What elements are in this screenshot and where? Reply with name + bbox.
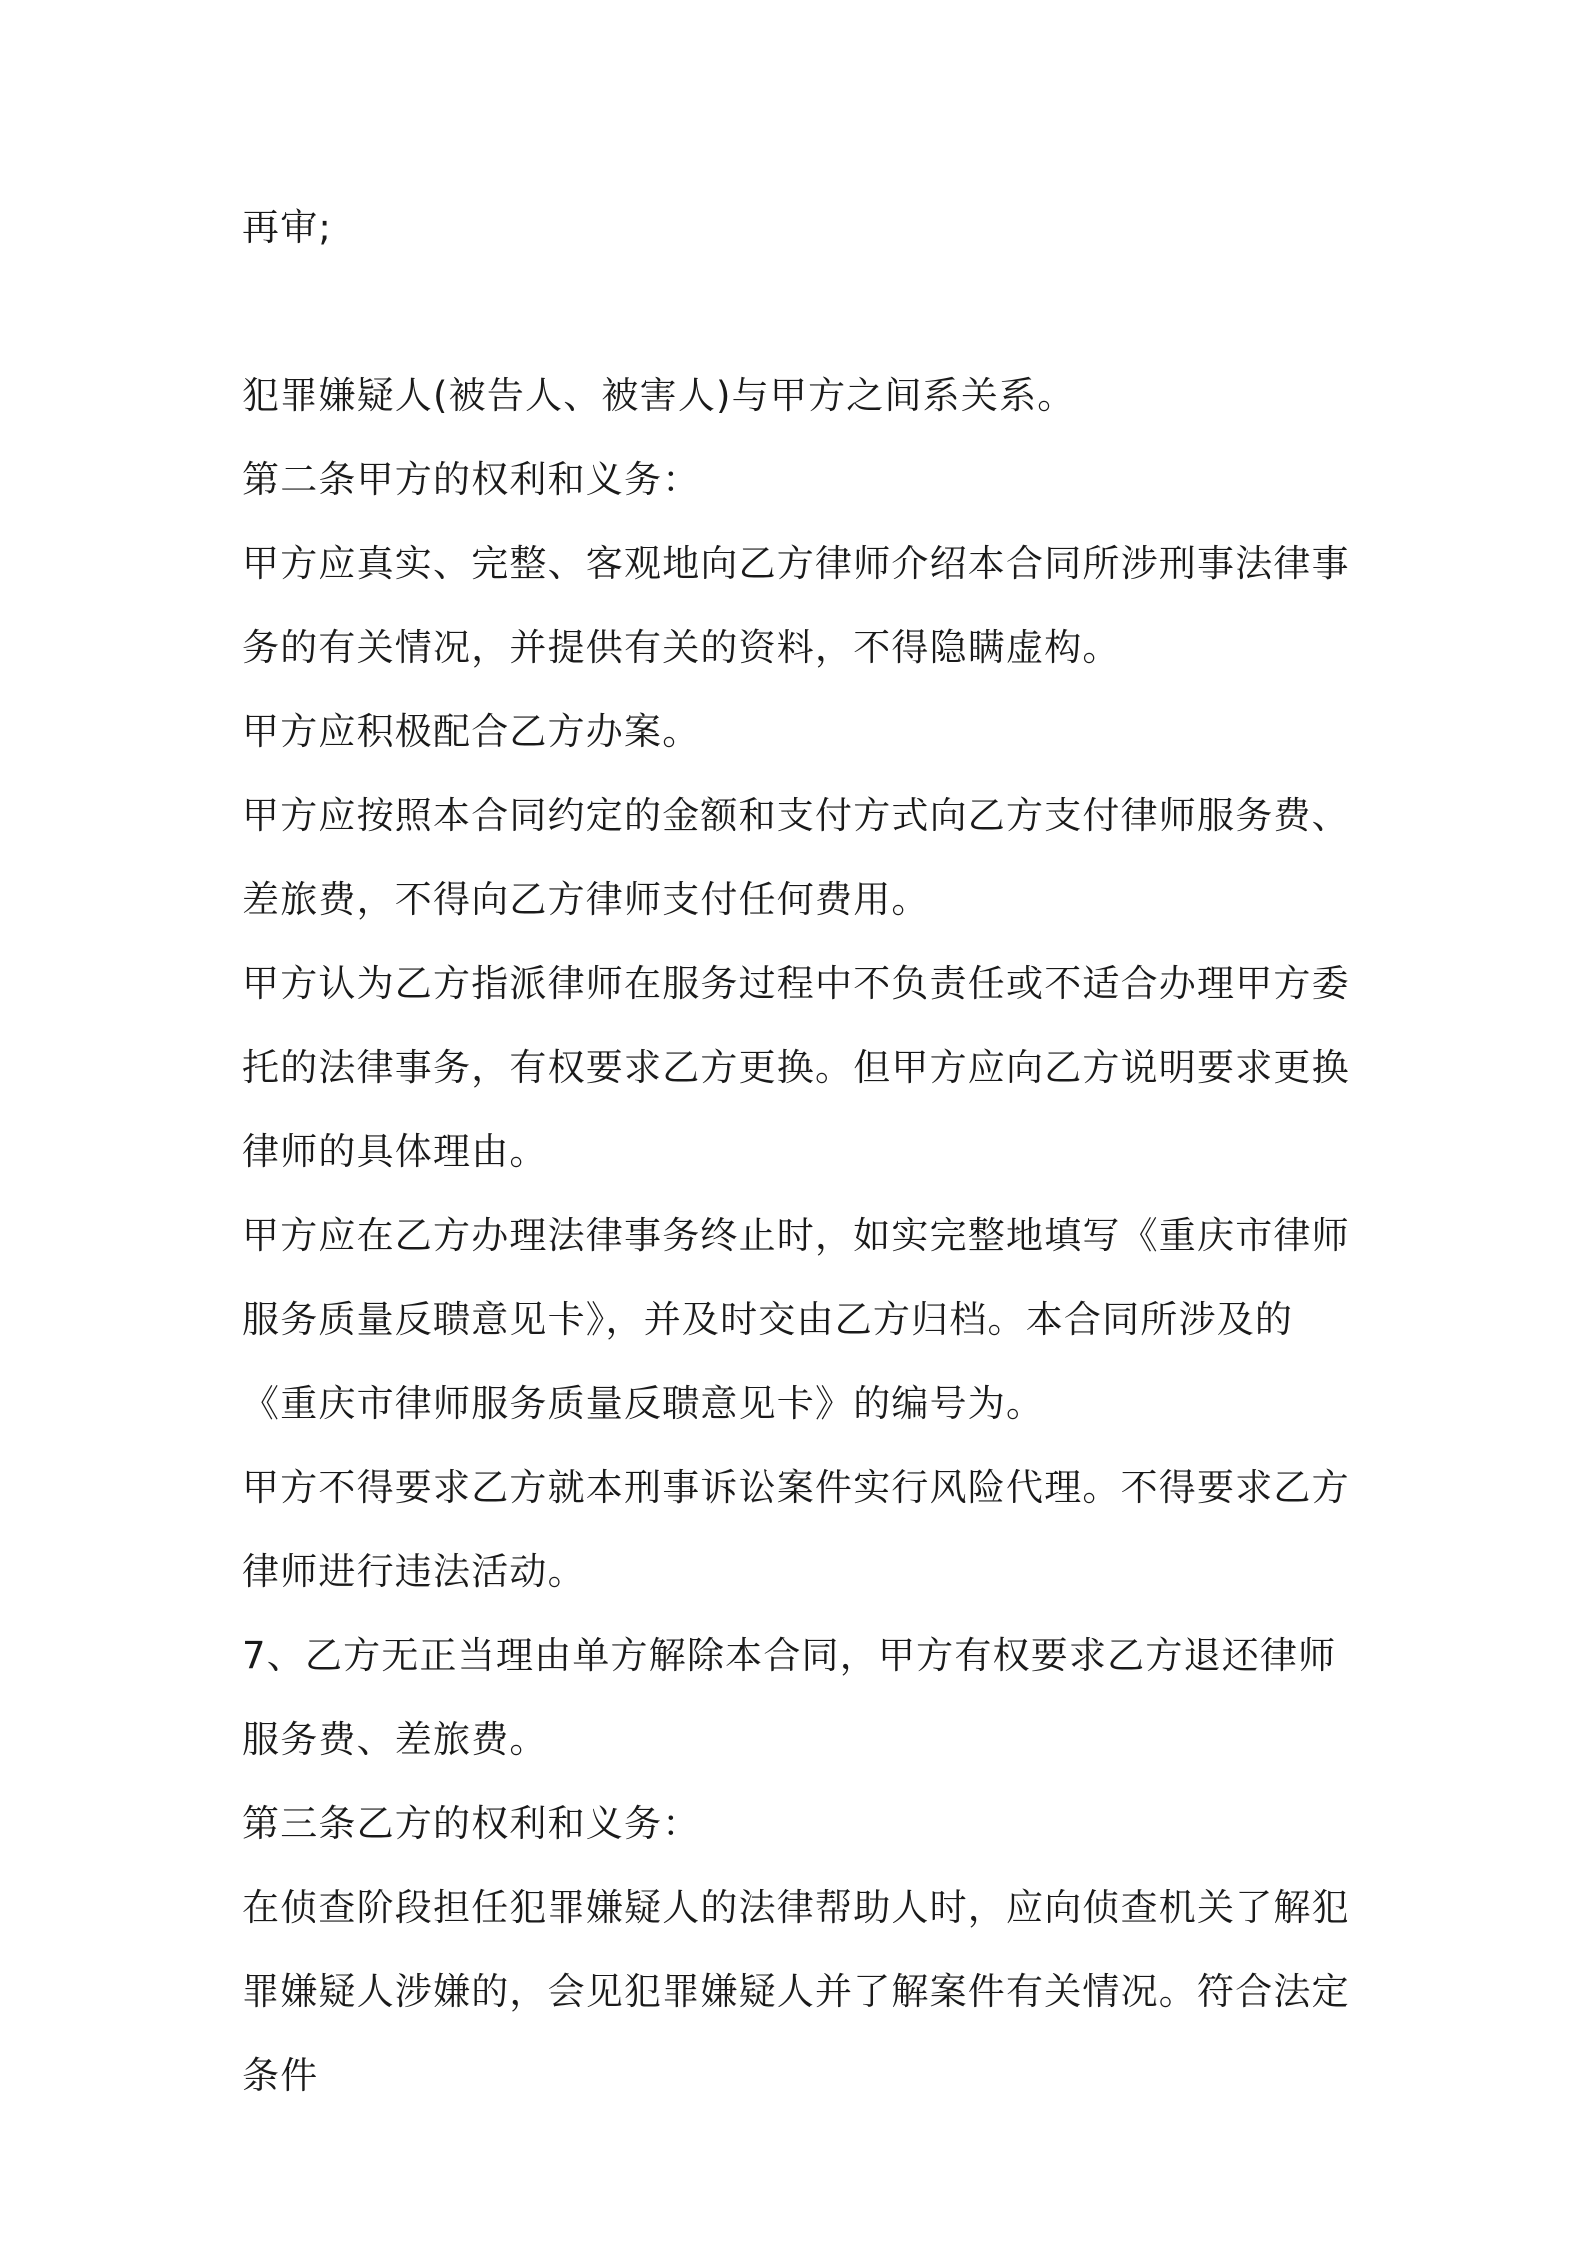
paragraph-no-risk-agency: 甲方不得要求乙方就本刑事诉讼案件实行风险代理。不得要求乙方律师进行违法活动。 [242, 1466, 1350, 1593]
section-heading-article-3: 第三条乙方的权利和义务： [242, 1802, 701, 1845]
paragraph-truthful-disclosure: 甲方应真实、完整、客观地向乙方律师介绍本合同所涉刑事法律事务的有关情况，并提供有关的资料，不得隐瞒虚构。 [242, 542, 1350, 669]
document-body [242, 186, 1358, 2118]
paragraph-relationship: 犯罪嫌疑人(被告人、被害人)与甲方之间系关系。 [242, 374, 1076, 417]
paragraph-investigation-stage: 在侦查阶段担任犯罪嫌疑人的法律帮助人时，应向侦查机关了解犯罪嫌疑人涉嫌的，会见犯罪嫌疑人并了解案件有关情况。符合法定条件 [242, 1886, 1350, 2097]
paragraph-retrial: 再审; [242, 206, 333, 249]
paragraph-refund: 7、乙方无正当理由单方解除本合同，甲方有权要求乙方退还律师服务费、差旅费。 [242, 1634, 1337, 1761]
paragraph-feedback-card: 甲方应在乙方办理法律事务终止时，如实完整地填写《重庆市律师服务质量反聩意见卡》，并及时交由乙方归档。本合同所涉及的《重庆市律师服务质量反聩意见卡》的编号为。 [242, 1214, 1350, 1425]
paragraph-replace-lawyer: 甲方认为乙方指派律师在服务过程中不负责任或不适合办理甲方委托的法律事务，有权要求乙方更换。但甲方应向乙方说明要求更换律师的具体理由。 [242, 962, 1350, 1173]
paragraph-cooperation: 甲方应积极配合乙方办案。 [242, 710, 701, 753]
section-heading-article-2: 第二条甲方的权利和义务： [242, 458, 701, 501]
paragraph-payment: 甲方应按照本合同约定的金额和支付方式向乙方支付律师服务费、差旅费，不得向乙方律师支付任何费用。 [242, 794, 1350, 921]
